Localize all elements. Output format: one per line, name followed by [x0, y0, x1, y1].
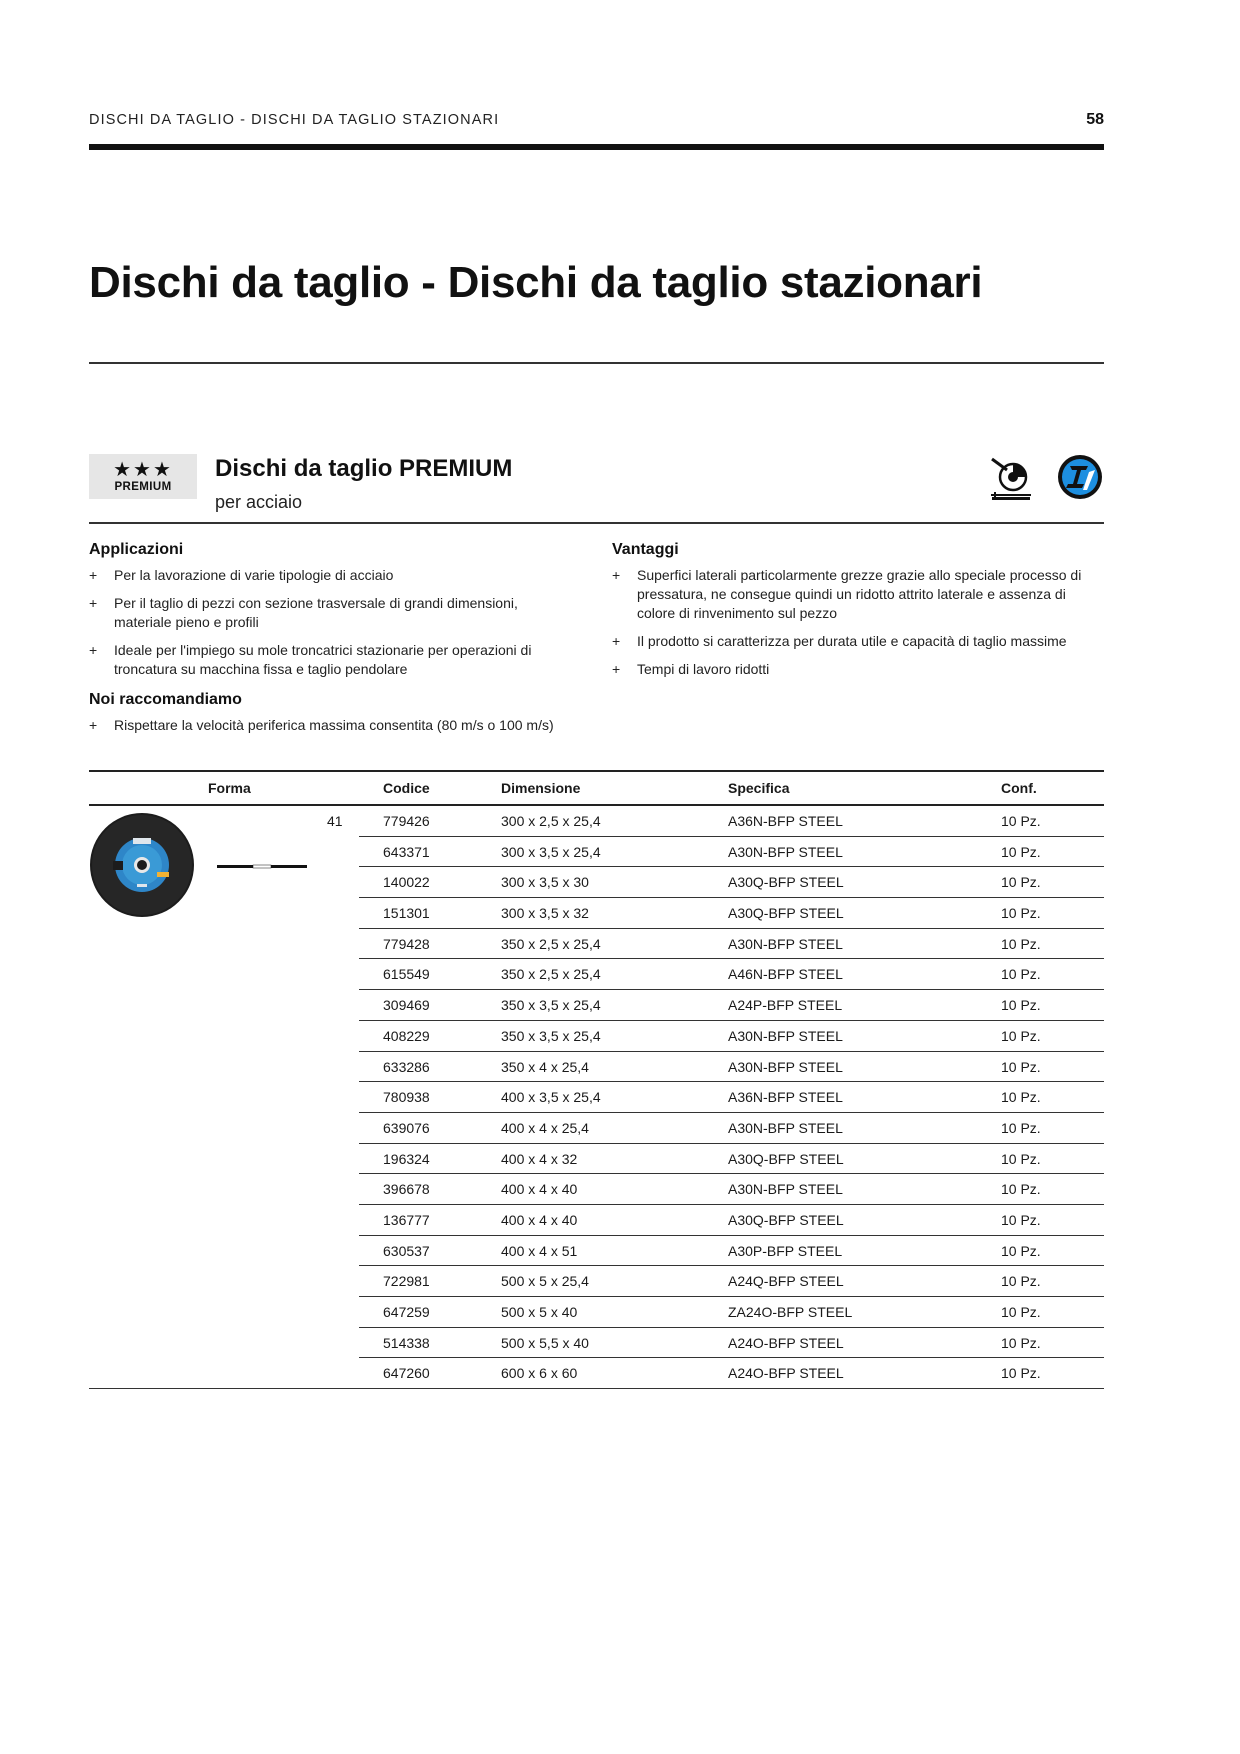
- cell-specifica: A30Q-BFP STEEL: [728, 1150, 844, 1167]
- cell-specifica: A24P-BFP STEEL: [728, 997, 843, 1014]
- premium-badge: [89, 454, 197, 499]
- cell-specifica: A24O-BFP STEEL: [728, 1334, 844, 1351]
- list-item: + Per la lavorazione di varie tipologie di acciaio: [89, 566, 579, 585]
- forma-number: 41: [327, 813, 343, 829]
- cell-codice: 514338: [383, 1334, 430, 1351]
- cell-codice: 647260: [383, 1365, 430, 1382]
- cell-codice: 309469: [383, 997, 430, 1014]
- cell-codice: 722981: [383, 1273, 430, 1290]
- cell-specifica: A36N-BFP STEEL: [728, 1089, 843, 1106]
- applicazioni-heading: Applicazioni: [89, 541, 184, 558]
- list-item: + Ideale per l'impiego su mole troncatrici stazionarie per operazioni di troncatura su macchina fissa e taglio pendolare: [89, 641, 579, 679]
- table-header: [89, 770, 1104, 806]
- page-number: 58: [1086, 111, 1104, 128]
- cell-specifica: A24Q-BFP STEEL: [728, 1273, 844, 1290]
- list-item: + Superfici laterali particolarmente grezze grazie allo speciale processo di pressatura, ne consegue quindi un ridotto attrito laterale e assenza di colore di rinvenimento sul pezzo: [612, 566, 1104, 623]
- table-body: [89, 806, 1104, 1389]
- cell-conf: 10 Pz.: [1001, 1119, 1041, 1136]
- cell-specifica: A30Q-BFP STEEL: [728, 874, 844, 891]
- list-item: + Rispettare la velocità periferica massima consentita (80 m/s o 100 m/s): [89, 716, 629, 735]
- product-title: Dischi da taglio PREMIUM: [215, 455, 513, 482]
- cell-conf: 10 Pz.: [1001, 1058, 1041, 1075]
- cell-dimensione: 350 x 2,5 x 25,4: [501, 966, 601, 983]
- vantaggi-list: [612, 566, 1104, 688]
- header-specifica: Specifica: [728, 780, 790, 796]
- star-icons: ★★★: [113, 457, 173, 481]
- cell-codice: 136777: [383, 1211, 430, 1228]
- cell-dimensione: 300 x 3,5 x 30: [501, 874, 589, 891]
- title-rule: [89, 362, 1104, 364]
- header-conf: Conf.: [1001, 780, 1037, 796]
- cell-dimensione: 350 x 3,5 x 25,4: [501, 1027, 601, 1044]
- forma-cell: [89, 806, 359, 1389]
- cell-specifica: A36N-BFP STEEL: [728, 813, 843, 829]
- list-item: + Per il taglio di pezzi con sezione trasversale di grandi dimensioni, materiale pieno e profili: [89, 594, 579, 632]
- raccomandiamo-heading: Noi raccomandiamo: [89, 691, 242, 708]
- cell-conf: 10 Pz.: [1001, 997, 1041, 1014]
- product-subtitle: per acciaio: [215, 492, 303, 512]
- cell-codice: 396678: [383, 1181, 430, 1198]
- cell-dimensione: 500 x 5 x 25,4: [501, 1273, 589, 1290]
- cell-specifica: ZA24O-BFP STEEL: [728, 1304, 853, 1320]
- cell-codice: 643371: [383, 843, 430, 860]
- cell-specifica: A30Q-BFP STEEL: [728, 905, 844, 922]
- cell-conf: 10 Pz.: [1001, 1365, 1041, 1382]
- cell-dimensione: 350 x 3,5 x 25,4: [501, 997, 601, 1014]
- cell-codice: 647259: [383, 1304, 430, 1320]
- cell-specifica: A24O-BFP STEEL: [728, 1365, 844, 1382]
- cell-specifica: A30N-BFP STEEL: [728, 935, 843, 952]
- cell-dimensione: 350 x 4 x 25,4: [501, 1058, 589, 1075]
- cell-conf: 10 Pz.: [1001, 1242, 1041, 1259]
- list-item: + Il prodotto si caratterizza per durata utile e capacità di taglio massime: [612, 632, 1104, 651]
- cell-conf: 10 Pz.: [1001, 1211, 1041, 1228]
- cell-codice: 151301: [383, 905, 430, 922]
- cell-specifica: A30N-BFP STEEL: [728, 1119, 843, 1136]
- header-dimensione: Dimensione: [501, 780, 581, 796]
- cell-specifica: A30N-BFP STEEL: [728, 1181, 843, 1198]
- raccomandiamo-list: [89, 716, 629, 744]
- cell-codice: 639076: [383, 1119, 430, 1136]
- cell-dimensione: 300 x 3,5 x 32: [501, 905, 589, 922]
- cell-dimensione: 500 x 5,5 x 40: [501, 1334, 589, 1351]
- header-codice: Codice: [383, 780, 430, 796]
- cell-codice: 779428: [383, 935, 430, 952]
- cell-codice: 633286: [383, 1058, 430, 1075]
- cell-conf: 10 Pz.: [1001, 813, 1041, 829]
- page-title: Dischi da taglio - Dischi da taglio stazionari: [89, 258, 983, 307]
- cell-codice: 779426: [383, 813, 430, 829]
- cell-conf: 10 Pz.: [1001, 1027, 1041, 1044]
- cell-dimensione: 350 x 2,5 x 25,4: [501, 935, 601, 952]
- cell-conf: 10 Pz.: [1001, 935, 1041, 952]
- cell-dimensione: 400 x 4 x 40: [501, 1181, 578, 1198]
- cell-codice: 196324: [383, 1150, 430, 1167]
- cell-codice: 630537: [383, 1242, 430, 1259]
- stationary-cutoff-machine-icon: [989, 455, 1033, 501]
- cell-conf: 10 Pz.: [1001, 1089, 1041, 1106]
- top-rule: [89, 144, 1104, 150]
- cell-dimensione: 400 x 3,5 x 25,4: [501, 1089, 601, 1106]
- product-table: [89, 770, 1104, 1389]
- cell-dimensione: 300 x 3,5 x 25,4: [501, 843, 601, 860]
- applicazioni-list: [89, 566, 579, 688]
- cell-dimensione: 500 x 5 x 40: [501, 1304, 578, 1320]
- cell-dimensione: 400 x 4 x 25,4: [501, 1119, 589, 1136]
- cell-conf: 10 Pz.: [1001, 966, 1041, 983]
- cell-specifica: A30Q-BFP STEEL: [728, 1211, 844, 1228]
- cell-codice: 780938: [383, 1089, 430, 1106]
- cell-codice: 615549: [383, 966, 430, 983]
- cutting-disc-image: [89, 812, 195, 918]
- product-rule: [89, 522, 1104, 524]
- cell-specifica: A46N-BFP STEEL: [728, 966, 843, 983]
- cell-dimensione: 400 x 4 x 51: [501, 1242, 578, 1259]
- cell-codice: 408229: [383, 1027, 430, 1044]
- premium-label: PREMIUM: [114, 481, 172, 493]
- cell-conf: 10 Pz.: [1001, 1150, 1041, 1167]
- vantaggi-heading: Vantaggi: [612, 541, 679, 558]
- cell-conf: 10 Pz.: [1001, 1304, 1041, 1320]
- cell-specifica: A30N-BFP STEEL: [728, 843, 843, 860]
- header-forma: Forma: [208, 780, 251, 796]
- cell-dimensione: 400 x 4 x 32: [501, 1150, 578, 1167]
- steel-beam-icon: [1057, 454, 1103, 500]
- cell-conf: 10 Pz.: [1001, 1273, 1041, 1290]
- cell-conf: 10 Pz.: [1001, 874, 1041, 891]
- cell-conf: 10 Pz.: [1001, 1334, 1041, 1351]
- cell-conf: 10 Pz.: [1001, 1181, 1041, 1198]
- cell-conf: 10 Pz.: [1001, 905, 1041, 922]
- cell-codice: 140022: [383, 874, 430, 891]
- cell-specifica: A30N-BFP STEEL: [728, 1058, 843, 1075]
- cell-conf: 10 Pz.: [1001, 843, 1041, 860]
- cell-specifica: A30P-BFP STEEL: [728, 1242, 843, 1259]
- disc-profile-icon: [217, 864, 307, 869]
- list-item: + Tempi di lavoro ridotti: [612, 660, 1104, 679]
- running-header: DISCHI DA TAGLIO - DISCHI DA TAGLIO STAZIONARI: [89, 112, 500, 128]
- cell-dimensione: 400 x 4 x 40: [501, 1211, 578, 1228]
- cell-dimensione: 300 x 2,5 x 25,4: [501, 813, 601, 829]
- cell-dimensione: 600 x 6 x 60: [501, 1365, 578, 1382]
- cell-specifica: A30N-BFP STEEL: [728, 1027, 843, 1044]
